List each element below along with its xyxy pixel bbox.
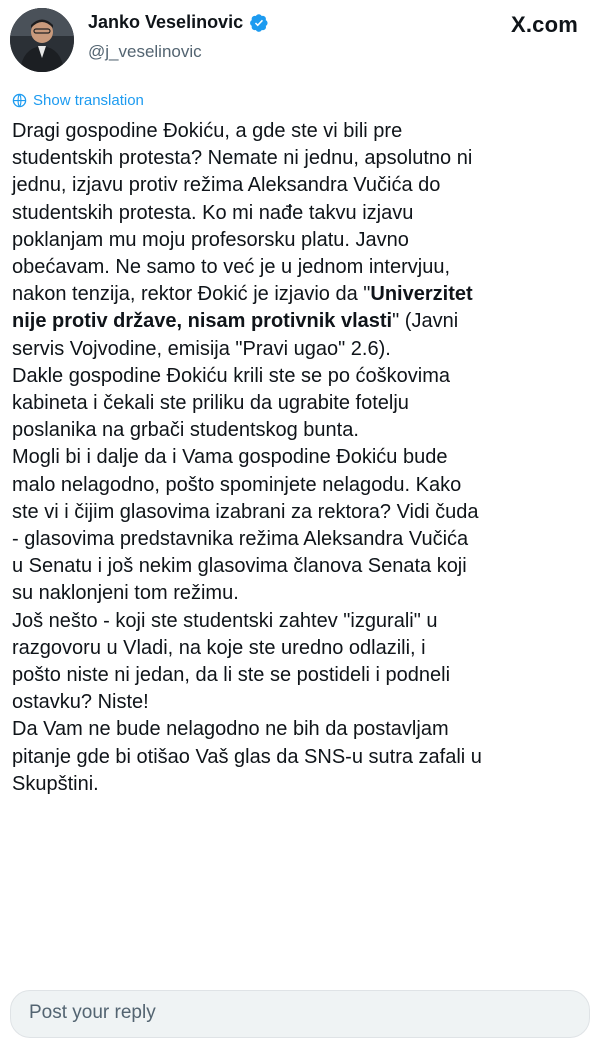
tweet-text-line: studentskih protesta. Ko mi nađe takvu izjavu [12, 201, 414, 224]
author-display-name[interactable]: Janko Veselinovic [88, 12, 244, 32]
tweet-header [0, 0, 598, 86]
tweet-quote-bold: Univerzitet [370, 283, 473, 306]
tweet-text-line: pitanje gde bi otišao Vaš glas da SNS-u sutra zafali u [12, 745, 482, 768]
globe-icon [12, 93, 27, 108]
show-translation-label: Show translation [33, 92, 144, 109]
tweet-text-line: poklanjam mu moju profesorsku platu. Javno [12, 228, 409, 251]
tweet-text-line: obećavam. Ne samo to već je u jednom intervjuu, [12, 256, 450, 279]
tweet-text-line [12, 281, 588, 308]
tweet-text-line: u Senatu i još nekim glasovima članova Senata koji [12, 555, 467, 578]
tweet-text-line: Mogli bi i dalje da i Vama gospodine Đokiću bude [12, 446, 448, 469]
tweet-text-line: Da Vam ne bude nelagodno ne bih da postavljam [12, 718, 449, 741]
reply-box[interactable] [10, 990, 590, 1038]
tweet-text-line: malo nelagodno, pošto spominjete nelagodu. Kako [12, 473, 462, 496]
tweet-text-line: jednu, izjavu protiv režima Aleksandra Vučića do [12, 174, 441, 197]
tweet-text-line: Dakle gospodine Đokiću krili ste se po ćoškovima [12, 364, 450, 387]
tweet-text-line [12, 308, 588, 335]
tweet-text-line: studentskih protesta? Nemate ni jednu, apsolutno ni [12, 147, 473, 170]
avatar-photo [10, 8, 74, 72]
tweet-text-line: Još nešto - koji ste studentski zahtev "izgurali" u [12, 609, 438, 632]
reply-input[interactable] [27, 1001, 571, 1025]
tweet-text-line: Skupštini. [12, 772, 99, 795]
tweet-text-line: su naklonjeni tom režimu. [12, 582, 239, 605]
tweet-text-line: razgovoru u Vladi, na koje ste uredno odlazili, i [12, 636, 426, 659]
tweet-text-segment: " (Javni [392, 310, 459, 333]
tweet-quote-bold: nije protiv države, nisam protivnik vlasti [12, 310, 393, 333]
tweet-text-line: poslanika na grbači studentskog bunta. [12, 419, 359, 442]
tweet-body [12, 118, 588, 798]
tweet-text-line: Dragi gospodine Đokiću, a gde ste vi bili pre [12, 120, 403, 142]
tweet-text-line: ostavku? Niste! [12, 691, 149, 714]
tweet-text-line: servis Vojvodine, emisija "Pravi ugao" 2.6). [12, 337, 391, 360]
verified-badge-icon [249, 13, 269, 33]
brand-wordmark: X.com [510, 12, 578, 37]
tweet-text-line: - glasovima predstavnika režima Aleksandra Vučića [12, 528, 469, 551]
tweet-text-segment: nakon tenzija, rektor Đokić je izjavio da " [12, 283, 371, 306]
show-translation-link[interactable] [12, 92, 144, 109]
tweet-text-line: kabineta i čekali ste priliku da ugrabite fotelju [12, 392, 409, 415]
author-name-row[interactable] [88, 12, 269, 33]
tweet-text-line: ste vi i čijim glasovima izabrani za rektora? Vidi čuda [12, 500, 479, 523]
tweet-text-line: pošto niste ni jedan, da li ste se postideli i podneli [12, 664, 451, 687]
author-handle[interactable]: @j_veselinovic [88, 42, 202, 61]
avatar[interactable] [10, 8, 74, 72]
